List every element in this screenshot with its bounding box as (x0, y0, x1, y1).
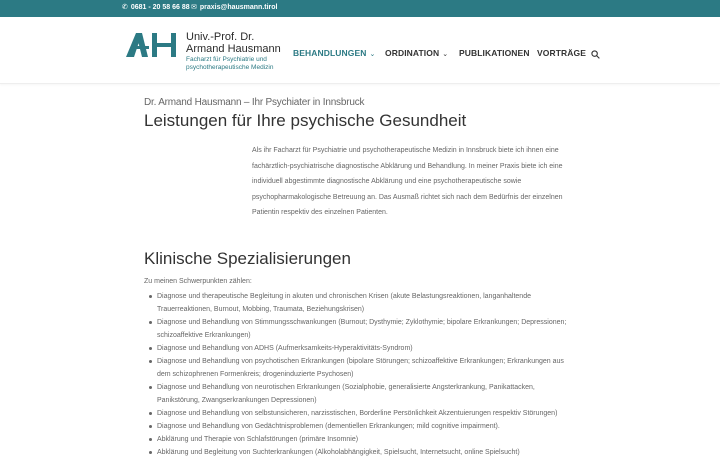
list-item: Diagnose und Behandlung von neurotischen Erkrankungen (Sozialphobie, generalisierte Angsterkrankung, Panikattacken, Panikstörung, Zwangserkrankungen Depressionen) (157, 381, 577, 407)
nav-label-ordination: ORDINATION (385, 48, 440, 58)
list-item: Diagnose und Behandlung von Gedächtnisproblemen (dementiellen Erkrankungen; mild cognitive impairment). (157, 420, 577, 433)
email-link[interactable] (191, 3, 278, 13)
list-item: Diagnose und Behandlung von psychotischen Erkrankungen (bipolare Störungen; schizoaffektive Erkrankungen; Erkrankungen aus dem schizophrenen Formenkreis; drogeninduzierte Psychosen) (157, 355, 577, 381)
phone-number: 0681 - 20 58 66 88 (130, 4, 190, 11)
email-address: praxis@hausmann.tirol (199, 4, 278, 11)
logo-text[interactable] (186, 31, 281, 72)
top-bar (0, 0, 720, 17)
intro-paragraph: Als ihr Facharzt für Psychiatrie und psychotherapeutische Medizin in Innsbruck biete ich ihnen eine fachärztlich-psychiatrische diagnostische Abklärung und Behandlung. In meiner Praxis biete ich eine individuell abgestimmte diagnostische Abklärung und eine psychotherapeutische sowie psychopharmakologische Betreuung an. Das Ausmaß richtet sich nach dem Bedürfnis der einzelnen Patientin respektiv des einzelnen Patienten. (252, 147, 563, 216)
list-item: Diagnose und therapeutische Begleitung in akuten und chronischen Krisen (akute Belastungsreaktionen, langanhaltende Trauerreaktionen, Burnout, Mobbing, Traumata, Beziehungskrisen) (157, 290, 577, 316)
section-intro: Zu meinen Schwerpunkten zählen: (144, 278, 252, 285)
nav-label-publikationen: PUBLIKATIONEN (459, 48, 530, 58)
list-item: Diagnose und Behandlung von Stimmungsschwankungen (Burnout; Dysthymie; Zyklothymie; bipolare Erkrankungen; Depressionen; schizoaffektive Erkrankungen) (157, 316, 577, 342)
chevron-down-icon: ⌄ (369, 51, 376, 58)
site-header (0, 17, 720, 84)
list-item: Diagnose und Behandlung von selbstunsicheren, narzisstischen, Borderline Persönlichkeit Akzentuierungen respektiv Störungen) (157, 407, 577, 420)
nav-item-vortraege[interactable] (537, 48, 586, 59)
envelope-icon: ✉ (191, 4, 197, 11)
logo-mark-icon[interactable] (126, 33, 180, 57)
page-title: Leistungen für Ihre psychische Gesundheit (144, 111, 467, 130)
section-title: Klinische Spezialisierungen (144, 249, 351, 268)
logo-subtitle (186, 56, 281, 72)
page-heading (144, 97, 576, 131)
nav-label-behandlungen: BEHANDLUNGEN (293, 48, 367, 58)
logo-subtitle-line1: Facharzt für Psychiatrie und (186, 56, 267, 63)
list-item: Abklärung und Therapie von Schlafstörungen (primäre Insomnie) (157, 433, 577, 446)
search-icon[interactable] (591, 50, 600, 59)
chevron-down-icon: ⌄ (442, 51, 449, 58)
logo-title-line2: Armand Hausmann (186, 43, 281, 55)
phone-link[interactable] (122, 3, 190, 13)
logo-subtitle-line2: psychotherapeutische Medizin (186, 64, 274, 71)
list-item: Abklärung und Begleitung von Suchterkrankungen (Alkoholabhängigkeit, Spielsucht, Internetsucht, online Spielsucht) (157, 446, 577, 459)
nav-item-ordination[interactable] (385, 48, 448, 60)
nav-item-behandlungen[interactable] (293, 48, 375, 60)
nav-item-publikationen[interactable] (459, 48, 530, 59)
nav-label-vortraege: VORTRÄGE (537, 48, 586, 58)
page-subtitle: Dr. Armand Hausmann – Ihr Psychiater in Innsbruck (144, 97, 365, 108)
list-item: Diagnose und Behandlung von ADHS (Aufmerksamkeits-Hyperaktivitäts-Syndrom) (157, 342, 577, 355)
specialization-list (157, 290, 577, 459)
logo-title-line1: Univ.-Prof. Dr. (186, 31, 255, 43)
phone-icon: ✆ (122, 4, 128, 11)
